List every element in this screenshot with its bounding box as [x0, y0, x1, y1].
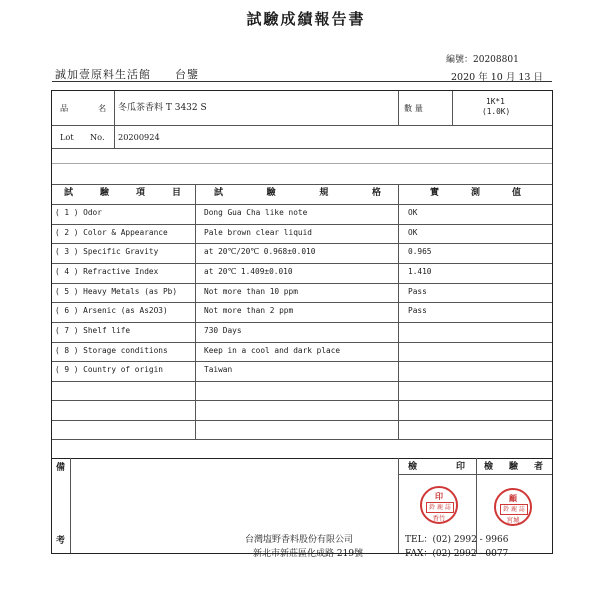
- test-item: ( 4 ) Refractive Index: [55, 267, 159, 276]
- seal-text: 鈴 鹿 誌: [426, 502, 454, 513]
- rule: [52, 204, 552, 205]
- test-result: 0.965: [408, 247, 432, 256]
- rule: [52, 263, 552, 264]
- header-char: 試: [64, 188, 75, 198]
- header-char: 實: [430, 188, 441, 198]
- header-test-spec: [214, 188, 382, 198]
- test-result: Pass: [408, 306, 427, 315]
- product-label-b: 名: [98, 103, 107, 113]
- rule: [52, 342, 552, 343]
- rule: [398, 474, 552, 475]
- rule-vertical: [398, 458, 399, 553]
- header-char: 測: [470, 188, 481, 198]
- test-item: ( 8 ) Storage conditions: [55, 346, 168, 355]
- test-spec: 730 Days: [204, 326, 242, 335]
- rule: [52, 283, 552, 284]
- rule-vertical: [452, 91, 453, 125]
- header-test-item: [64, 188, 182, 198]
- company-address: 新北市新莊區化成路 219號: [253, 549, 364, 559]
- test-item: ( 9 ) Country of origin: [55, 365, 163, 374]
- header-char: 驗: [508, 462, 519, 472]
- rule-vertical: [70, 458, 71, 553]
- header-char: 驗: [266, 188, 277, 198]
- test-result: Pass: [408, 287, 427, 296]
- header-char: 印: [455, 462, 466, 472]
- rule-vertical: [195, 184, 196, 440]
- report-table: [51, 90, 553, 554]
- inspection-stamp-label: [408, 462, 466, 472]
- header-char: 規: [319, 188, 330, 198]
- rule-vertical: [398, 91, 399, 125]
- lot-label-b: No.: [90, 132, 105, 142]
- test-item: ( 6 ) Arsenic (as As2O3): [55, 306, 168, 315]
- rule: [52, 458, 552, 459]
- inspector-seal: [494, 488, 532, 526]
- test-spec: Pale brown clear liquid: [204, 228, 312, 237]
- test-item: ( 7 ) Shelf life: [55, 326, 131, 335]
- customer-name: 誠加壹原料生活館 台鑒: [55, 68, 199, 81]
- test-result: 1.410: [408, 267, 432, 276]
- product-name: 冬瓜茶香料 T 3432 S: [118, 103, 207, 113]
- rule: [52, 439, 552, 440]
- report-date: 2020 年 10 月 13 日: [451, 72, 543, 83]
- test-result: OK: [408, 228, 418, 237]
- rule: [52, 184, 552, 185]
- rule: [52, 148, 552, 149]
- seal-text: 鈴 鹿 誌: [500, 504, 528, 515]
- test-item: ( 5 ) Heavy Metals (as Pb): [55, 287, 178, 296]
- test-spec: at 20℃/20℃ 0.968±0.010: [204, 247, 316, 256]
- customer-underline: [52, 81, 552, 82]
- rule: [52, 381, 552, 382]
- header-result: [430, 188, 522, 198]
- rule-vertical: [114, 91, 115, 148]
- test-spec: Keep in a cool and dark place: [204, 346, 341, 355]
- header-char: 檢: [484, 462, 495, 472]
- rule: [52, 420, 552, 421]
- rule: [52, 163, 552, 164]
- test-result: OK: [408, 208, 418, 217]
- document-title: 試驗成績報告書: [246, 10, 366, 28]
- seal-text: 香竹: [432, 514, 446, 522]
- test-spec: Dong Gua Cha like note: [204, 208, 308, 217]
- header-char: 者: [533, 462, 544, 472]
- test-item: ( 1 ) Odor: [55, 208, 102, 217]
- test-spec: Not more than 10 ppm: [204, 287, 298, 296]
- seal-text: 顧: [509, 493, 517, 503]
- header-char: 格: [371, 188, 382, 198]
- rule: [52, 400, 552, 401]
- rule: [52, 125, 552, 126]
- header-char: 驗: [99, 188, 110, 198]
- quantity-sub: (1.0K): [482, 107, 511, 116]
- header-char: 目: [171, 188, 182, 198]
- test-spec: at 20℃ 1.409±0.010: [204, 267, 293, 276]
- inspection-seal: [420, 486, 458, 524]
- lot-label-a: Lot: [60, 132, 74, 142]
- serial-number: 編號：20208801: [446, 55, 519, 65]
- seal-text: 宮城: [506, 516, 520, 524]
- seal-text: 印: [435, 491, 443, 501]
- company-fax: FAX：(02) 2992 - 0077: [405, 549, 509, 559]
- rule: [52, 322, 552, 323]
- rule: [52, 243, 552, 244]
- test-item: ( 2 ) Color & Appearance: [55, 228, 168, 237]
- company-phone: TEL：(02) 2992 - 9966: [405, 535, 509, 545]
- inspector-label: [484, 462, 544, 472]
- test-item: ( 3 ) Specific Gravity: [55, 247, 159, 256]
- rule: [52, 361, 552, 362]
- rule: [52, 302, 552, 303]
- remarks-label-bottom: 考: [56, 536, 67, 546]
- quantity-value: 1K*1: [486, 97, 505, 106]
- header-char: 檢: [408, 462, 419, 472]
- header-char: 試: [214, 188, 225, 198]
- remarks-label-top: 備: [56, 463, 67, 473]
- lot-number: 20200924: [118, 132, 160, 142]
- company-name: 台灣塩野香料股份有限公司: [245, 535, 354, 545]
- test-spec: Taiwan: [204, 365, 233, 374]
- rule-vertical: [398, 184, 399, 440]
- product-label-a: 品: [60, 103, 69, 113]
- test-spec: Not more than 2 ppm: [204, 306, 294, 315]
- rule: [52, 224, 552, 225]
- header-char: 項: [135, 188, 146, 198]
- header-char: 值: [511, 188, 522, 198]
- quantity-label: 數 量: [404, 103, 423, 113]
